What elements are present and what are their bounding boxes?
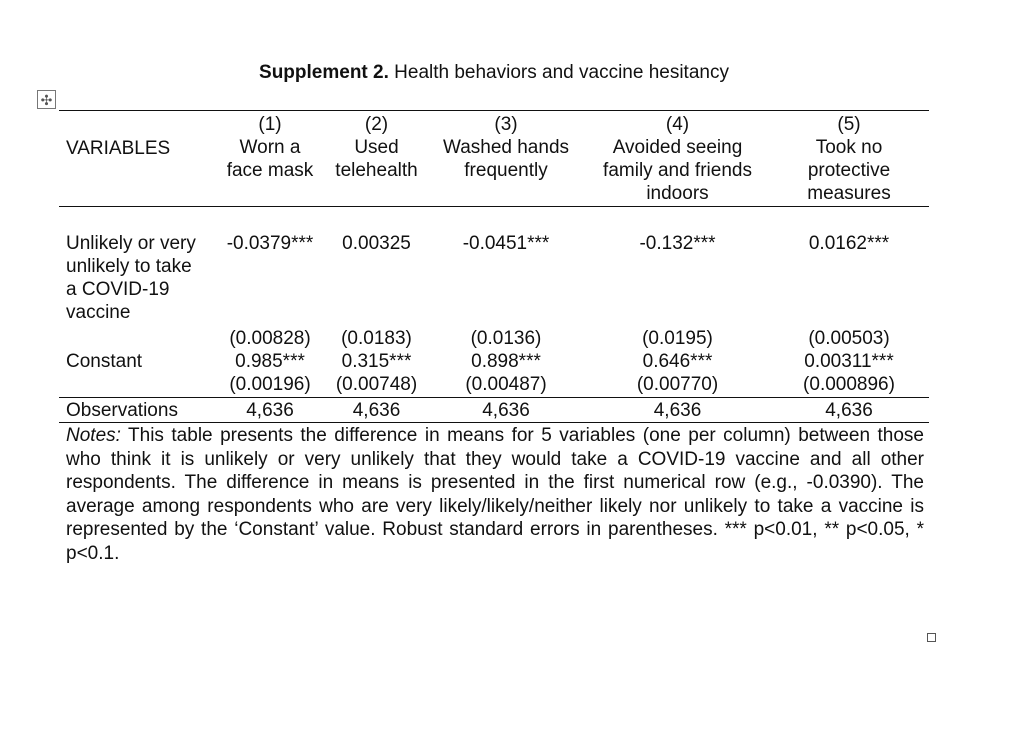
- coef-unlikely-4: -0.132***: [639, 233, 716, 254]
- column-title-line: indoors: [646, 183, 709, 204]
- row-label-unlikely: [66, 232, 216, 324]
- caption-text: Health behaviors and vaccine hesitancy: [394, 62, 729, 83]
- column-title-line: Took no: [815, 137, 883, 158]
- caption-label: Supplement 2.: [259, 62, 389, 83]
- coef-constant-4: 0.646***: [642, 351, 713, 372]
- notes-text: This table presents the difference in means for 5 variables (one per column) between those who think it is unlikely or very unlikely that they would take a COVID-19 vaccine and all other respondents. The difference in means is presented in the first numerical row (e.g., -0.0390). The average among respondents who are very likely/likely/neither likely nor unlikely to take a vaccine is represented by the ‘Constant’ value. Robust standard errors in parentheses. *** p<0.01, ** p<0.05, * p<0.1.: [66, 425, 924, 564]
- column-header-5: [790, 113, 908, 205]
- se-constant-3: (0.00487): [465, 374, 547, 395]
- row-label-observations: Observations: [66, 400, 178, 421]
- se-constant-2: (0.00748): [335, 374, 418, 395]
- column-title-line: Worn a: [239, 137, 301, 158]
- column-header-1: [219, 113, 321, 182]
- variables-header: VARIABLES: [66, 138, 171, 159]
- se-unlikely-4: (0.0195): [642, 328, 713, 349]
- row-label-line: a COVID-19: [66, 279, 170, 300]
- se-unlikely-5: (0.00503): [808, 328, 890, 349]
- coef-unlikely-5: 0.0162***: [808, 233, 890, 254]
- column-number: (3): [494, 114, 518, 135]
- se-unlikely-3: (0.0136): [470, 328, 542, 349]
- table-caption: [0, 62, 988, 84]
- column-number: (2): [364, 114, 389, 135]
- column-title-line: frequently: [464, 160, 548, 181]
- column-title-line: family and friends: [603, 160, 752, 181]
- table-notes: [66, 424, 924, 565]
- constant-bottom-rule: [59, 397, 929, 398]
- row-label-line: vaccine: [66, 302, 131, 323]
- header-bottom-rule: [59, 206, 929, 207]
- end-of-cell-marker-icon: [927, 633, 936, 642]
- coef-unlikely-3: -0.0451***: [462, 233, 550, 254]
- column-title-line: Washed hands: [442, 137, 570, 158]
- coef-constant-1: 0.985***: [235, 351, 305, 372]
- coef-constant-3: 0.898***: [471, 351, 541, 372]
- column-title-line: measures: [807, 183, 891, 204]
- table-top-rule: [59, 110, 929, 111]
- column-header-2: [325, 113, 428, 182]
- notes-label: Notes:: [66, 425, 121, 446]
- column-title-line: telehealth: [335, 160, 418, 181]
- column-number: (4): [665, 114, 690, 135]
- coef-constant-2: 0.315***: [341, 351, 412, 372]
- obs-2: 4,636: [352, 400, 401, 421]
- obs-3: 4,636: [482, 400, 530, 421]
- column-title-line: face mask: [226, 160, 314, 181]
- se-constant-4: (0.00770): [636, 374, 719, 395]
- column-header-3: [433, 113, 579, 182]
- column-title-line: Avoided seeing: [612, 137, 743, 158]
- coef-constant-5: 0.00311***: [804, 351, 894, 372]
- column-title-line: protective: [807, 160, 891, 181]
- row-label-line: unlikely to take: [66, 256, 192, 277]
- obs-4: 4,636: [653, 400, 702, 421]
- column-header-4: [590, 113, 765, 205]
- se-constant-1: (0.00196): [229, 374, 311, 395]
- coef-unlikely-1: -0.0379***: [226, 233, 314, 254]
- se-constant-5: (0.000896): [803, 374, 895, 395]
- coef-unlikely-2: 0.00325: [342, 233, 411, 254]
- table-bottom-rule: [59, 422, 929, 423]
- row-label-constant: Constant: [66, 351, 143, 372]
- move-cross-icon[interactable]: ✣: [37, 90, 56, 109]
- column-title-line: Used: [354, 137, 399, 158]
- obs-1: 4,636: [246, 400, 294, 421]
- column-number: (5): [837, 114, 861, 135]
- obs-5: 4,636: [825, 400, 873, 421]
- se-unlikely-2: (0.0183): [341, 328, 412, 349]
- row-label-line: Unlikely or very: [66, 233, 196, 254]
- column-number: (1): [258, 114, 282, 135]
- se-unlikely-1: (0.00828): [229, 328, 311, 349]
